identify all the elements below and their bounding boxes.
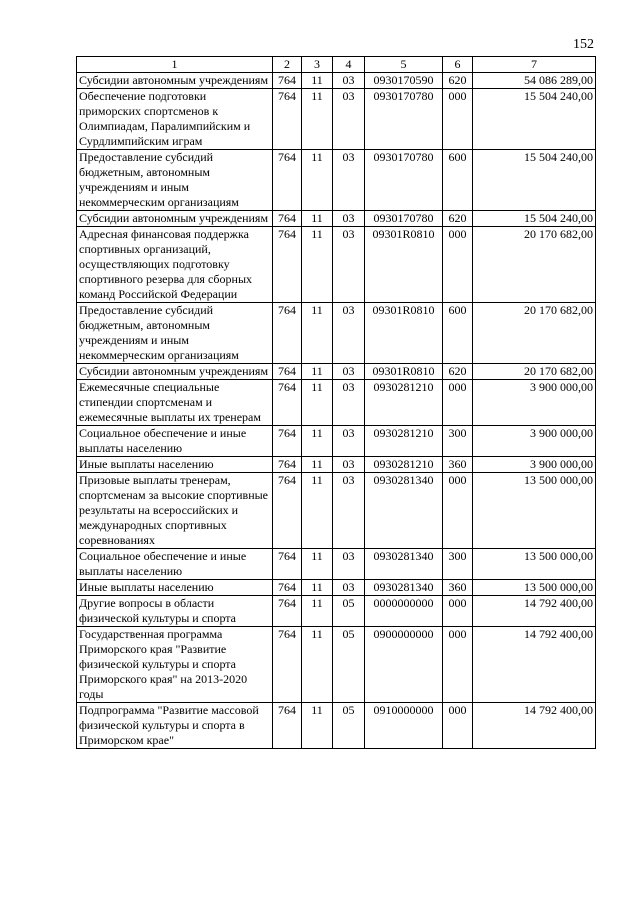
header-row [77, 57, 596, 73]
row-sum: 13 500 000,00 [473, 473, 596, 549]
row-code-3: 11 [302, 426, 333, 457]
row-name: Другие вопросы в области физической культуры и спорта [77, 596, 273, 627]
column-header: 4 [333, 57, 365, 73]
table-row [77, 227, 596, 303]
row-sum: 20 170 682,00 [473, 364, 596, 380]
row-name: Субсидии автономным учреждениям [77, 73, 273, 89]
row-code-6: 000 [443, 89, 473, 150]
row-code-3: 11 [302, 473, 333, 549]
row-code-3: 11 [302, 211, 333, 227]
row-code-4: 03 [333, 227, 365, 303]
row-code-2: 764 [273, 549, 302, 580]
row-code-3: 11 [302, 303, 333, 364]
row-code-3: 11 [302, 73, 333, 89]
table-row [77, 580, 596, 596]
row-name: Субсидии автономным учреждениям [77, 364, 273, 380]
row-code-2: 764 [273, 457, 302, 473]
row-name: Ежемесячные специальные стипендии спортсменам и ежемесячные выплаты их тренерам [77, 380, 273, 426]
row-code-4: 05 [333, 627, 365, 703]
row-code-4: 03 [333, 473, 365, 549]
row-code-2: 764 [273, 380, 302, 426]
row-sum: 14 792 400,00 [473, 627, 596, 703]
row-code-2: 764 [273, 89, 302, 150]
table-row [77, 73, 596, 89]
row-name: Социальное обеспечение и иные выплаты населению [77, 549, 273, 580]
row-code-5: 0930281210 [365, 380, 443, 426]
row-name: Адресная финансовая поддержка спортивных организаций, осуществляющих подготовку спортивного резерва для сборных команд Российской Федерации [77, 227, 273, 303]
row-code-5: 09301R0810 [365, 364, 443, 380]
column-header: 6 [443, 57, 473, 73]
row-code-3: 11 [302, 380, 333, 426]
row-sum: 14 792 400,00 [473, 596, 596, 627]
row-sum: 3 900 000,00 [473, 380, 596, 426]
row-sum: 15 504 240,00 [473, 150, 596, 211]
row-name: Государственная программа Приморского края "Развитие физической культуры и спорта Приморского края" на 2013-2020 годы [77, 627, 273, 703]
row-code-4: 03 [333, 303, 365, 364]
row-code-4: 03 [333, 211, 365, 227]
row-sum: 13 500 000,00 [473, 549, 596, 580]
row-code-3: 11 [302, 150, 333, 211]
row-code-4: 03 [333, 150, 365, 211]
row-code-3: 11 [302, 580, 333, 596]
table-row [77, 211, 596, 227]
row-code-5: 0930281210 [365, 457, 443, 473]
row-sum: 14 792 400,00 [473, 703, 596, 749]
row-code-5: 0930281340 [365, 549, 443, 580]
row-sum: 15 504 240,00 [473, 211, 596, 227]
row-code-2: 764 [273, 703, 302, 749]
row-code-5: 0000000000 [365, 596, 443, 627]
row-code-5: 0930170780 [365, 89, 443, 150]
table-row [77, 426, 596, 457]
row-code-2: 764 [273, 227, 302, 303]
row-code-4: 03 [333, 457, 365, 473]
table-row [77, 549, 596, 580]
table-row [77, 703, 596, 749]
table-row [77, 89, 596, 150]
row-code-5: 09301R0810 [365, 303, 443, 364]
row-code-3: 11 [302, 627, 333, 703]
row-code-6: 620 [443, 73, 473, 89]
row-name: Призовые выплаты тренерам, спортсменам за высокие спортивные результаты на всероссийских и международных спортивных соревнованиях [77, 473, 273, 549]
row-name: Иные выплаты населению [77, 457, 273, 473]
row-code-4: 05 [333, 596, 365, 627]
row-code-3: 11 [302, 703, 333, 749]
row-code-4: 03 [333, 549, 365, 580]
row-code-6: 000 [443, 473, 473, 549]
page-number: 152 [573, 37, 594, 52]
row-sum: 20 170 682,00 [473, 303, 596, 364]
row-code-6: 000 [443, 627, 473, 703]
row-code-4: 03 [333, 426, 365, 457]
table-row [77, 303, 596, 364]
row-code-5: 09301R0810 [365, 227, 443, 303]
row-code-6: 300 [443, 549, 473, 580]
row-code-6: 360 [443, 580, 473, 596]
row-code-6: 000 [443, 703, 473, 749]
table-row [77, 473, 596, 549]
row-code-6: 600 [443, 303, 473, 364]
table-row [77, 380, 596, 426]
row-code-5: 0930170780 [365, 150, 443, 211]
budget-table [76, 56, 596, 749]
row-name: Обеспечение подготовки приморских спортсменов к Олимпиадам, Паралимпийским и Сурдлимпийским играм [77, 89, 273, 150]
row-code-4: 03 [333, 364, 365, 380]
row-code-2: 764 [273, 211, 302, 227]
row-code-2: 764 [273, 426, 302, 457]
row-sum: 13 500 000,00 [473, 580, 596, 596]
table-row [77, 364, 596, 380]
column-header: 1 [77, 57, 273, 73]
row-code-5: 0930281340 [365, 473, 443, 549]
table-row [77, 627, 596, 703]
row-code-2: 764 [273, 596, 302, 627]
row-name: Субсидии автономным учреждениям [77, 211, 273, 227]
row-name: Подпрограмма "Развитие массовой физической культуры и спорта в Приморском крае" [77, 703, 273, 749]
row-sum: 54 086 289,00 [473, 73, 596, 89]
row-code-2: 764 [273, 303, 302, 364]
table-row [77, 457, 596, 473]
column-header: 2 [273, 57, 302, 73]
row-code-2: 764 [273, 364, 302, 380]
row-code-2: 764 [273, 580, 302, 596]
column-header: 7 [473, 57, 596, 73]
row-code-5: 0930170780 [365, 211, 443, 227]
row-sum: 15 504 240,00 [473, 89, 596, 150]
row-code-2: 764 [273, 627, 302, 703]
row-code-6: 000 [443, 596, 473, 627]
row-code-5: 0930281210 [365, 426, 443, 457]
row-code-3: 11 [302, 596, 333, 627]
row-code-3: 11 [302, 457, 333, 473]
row-code-6: 360 [443, 457, 473, 473]
row-name: Иные выплаты населению [77, 580, 273, 596]
row-code-6: 000 [443, 380, 473, 426]
table-row [77, 596, 596, 627]
row-code-6: 620 [443, 211, 473, 227]
table-header [77, 57, 596, 73]
row-code-2: 764 [273, 150, 302, 211]
row-code-3: 11 [302, 227, 333, 303]
row-code-5: 0930170590 [365, 73, 443, 89]
row-code-5: 0930281340 [365, 580, 443, 596]
row-code-2: 764 [273, 73, 302, 89]
row-code-3: 11 [302, 364, 333, 380]
row-code-4: 03 [333, 580, 365, 596]
table-row [77, 150, 596, 211]
row-code-6: 600 [443, 150, 473, 211]
row-sum: 3 900 000,00 [473, 426, 596, 457]
row-code-4: 03 [333, 73, 365, 89]
row-code-6: 300 [443, 426, 473, 457]
row-code-4: 03 [333, 380, 365, 426]
row-code-5: 0900000000 [365, 627, 443, 703]
column-header: 5 [365, 57, 443, 73]
row-code-6: 620 [443, 364, 473, 380]
row-name: Предоставление субсидий бюджетным, автономным учреждениям и иным некоммерческим организациям [77, 303, 273, 364]
row-code-6: 000 [443, 227, 473, 303]
row-code-3: 11 [302, 89, 333, 150]
row-code-4: 05 [333, 703, 365, 749]
row-code-2: 764 [273, 473, 302, 549]
row-code-4: 03 [333, 89, 365, 150]
row-code-3: 11 [302, 549, 333, 580]
row-name: Предоставление субсидий бюджетным, автономным учреждениям и иным некоммерческим организациям [77, 150, 273, 211]
row-sum: 3 900 000,00 [473, 457, 596, 473]
table-body [77, 73, 596, 749]
row-code-5: 0910000000 [365, 703, 443, 749]
row-sum: 20 170 682,00 [473, 227, 596, 303]
row-name: Социальное обеспечение и иные выплаты населению [77, 426, 273, 457]
column-header: 3 [302, 57, 333, 73]
